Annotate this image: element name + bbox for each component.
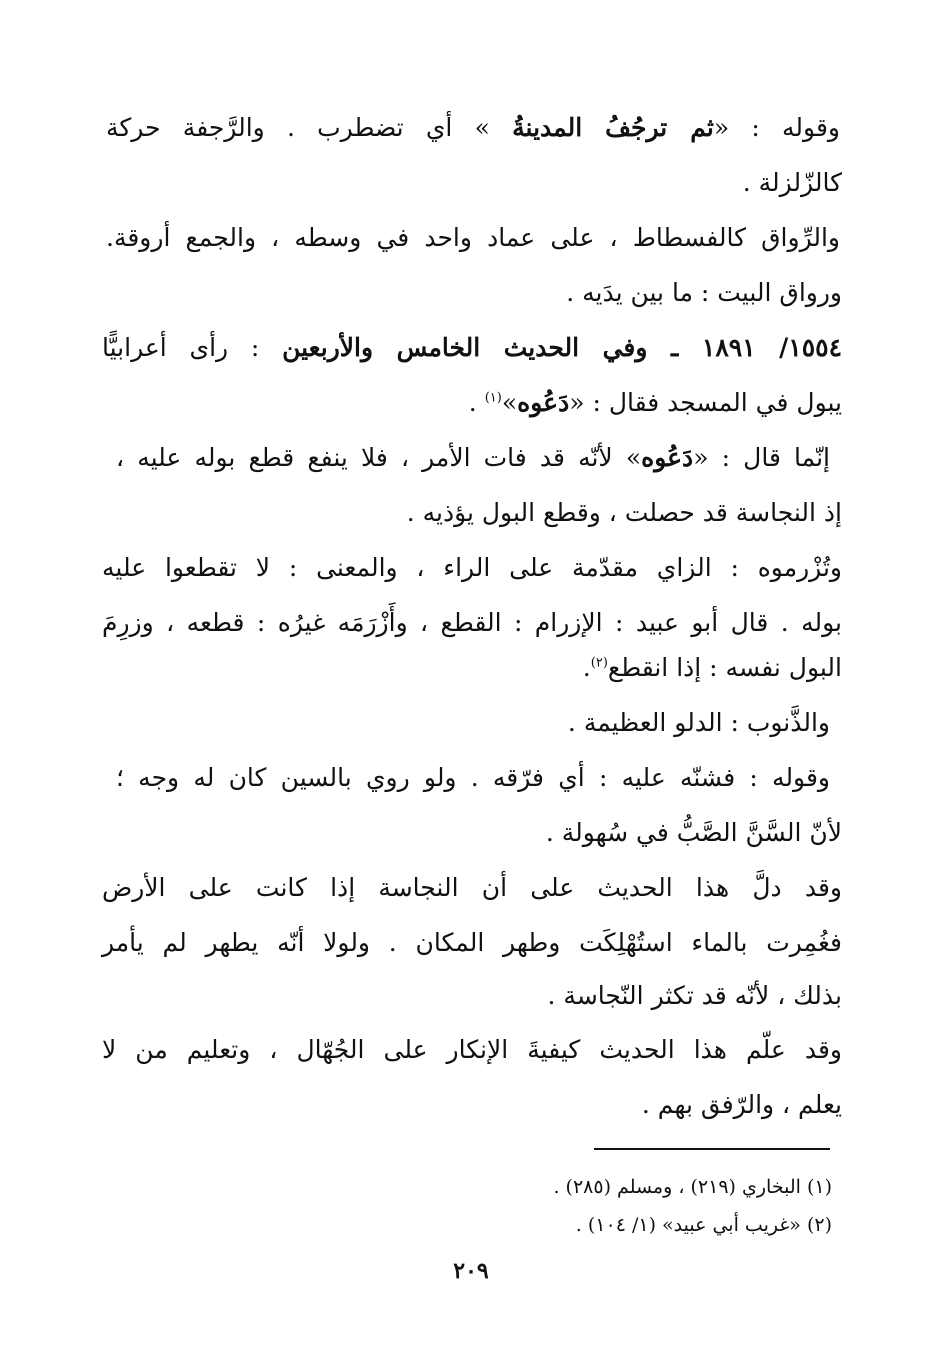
text-line: فغُمِرت بالماء استُهْلِكَت وطهر المكان . ولولا أنّه يطهر لم يأمر xyxy=(102,928,842,957)
text-line: والرِّواق كالفسطاط ، على عماد واحد في وسطه ، والجمع أروقة. xyxy=(106,223,840,252)
quoted-word: دَعُوه xyxy=(517,388,570,417)
quoted-word: دَعُوه xyxy=(641,443,694,472)
text-line: وقوله : «ثم ترجُفُ المدينةُ » أي تضطرب . والرَّجفة حركة xyxy=(106,113,840,142)
footnote-1: (١) البخاري (٢١٩) ، ومسلم (٢٨٥) . xyxy=(553,1176,832,1198)
text-line: إذ النجاسة قد حصلت ، وقطع البول يؤذيه . xyxy=(406,498,842,527)
text-line: وتُزْرموه : الزاي مقدّمة على الراء ، والمعنى : لا تقطعوا عليه xyxy=(102,553,842,582)
text-line: والذَّنوب : الدلو العظيمة . xyxy=(567,708,830,737)
hadith-heading-line: ١٥٥٤/ ١٨٩١ ـ وفي الحديث الخامس والأربعين : رأى أعرابيًّا xyxy=(102,333,843,362)
quoted-phrase: ثم ترجُفُ المدينةُ xyxy=(512,113,714,142)
text-line: لأنّ السَّنَّ الصَّبُّ في سُهولة . xyxy=(545,818,842,847)
text-line: وقد علّم هذا الحديث كيفيةَ الإنكار على الجُهّال ، وتعليم من لا xyxy=(102,1035,842,1064)
text-line: يعلم ، والرّفق بهم . xyxy=(641,1090,842,1119)
text-line: بوله . قال أبو عبيد : الإزرام : القطع ، وأَزْرَمَه غيرُه : قطعه ، وزرِمَ xyxy=(102,608,842,637)
footnote-separator xyxy=(594,1148,830,1150)
page-number: ٢٠٩ xyxy=(453,1258,489,1284)
footnote-2: (٢) «غريب أبي عبيد» (١/ ١٠٤) . xyxy=(575,1214,832,1236)
text-line: إنّما قال : «دَعُوه» لأنّه قد فات الأمر ، فلا ينفع قطع بوله عليه ، xyxy=(116,443,831,472)
hadith-number-heading: ١٥٥٤/ ١٨٩١ ـ وفي الحديث الخامس والأربعين xyxy=(282,333,843,362)
text-line: ورواق البيت : ما بين يدَيه . xyxy=(566,278,842,307)
text-line: وقوله : فشنّه عليه : أي فرّقه . ولو روي بالسين كان له وجه ؛ xyxy=(116,763,830,792)
text-line: بذلك ، لأنّه قد تكثر النّجاسة . xyxy=(547,981,842,1010)
text-line: كالزّلزلة . xyxy=(742,168,842,197)
text-line: البول نفسه : إذا انقطع$^{(٢)}$. xyxy=(582,653,842,682)
text-line: وقد دلَّ هذا الحديث على أن النجاسة إذا كانت على الأرض xyxy=(102,873,842,902)
footnote-ref: (٢) xyxy=(590,655,608,671)
footnote-ref: (١) xyxy=(484,390,502,406)
text-line: يبول في المسجد فقال : «دَعُوه»$^{(١)}$ . xyxy=(468,388,842,417)
